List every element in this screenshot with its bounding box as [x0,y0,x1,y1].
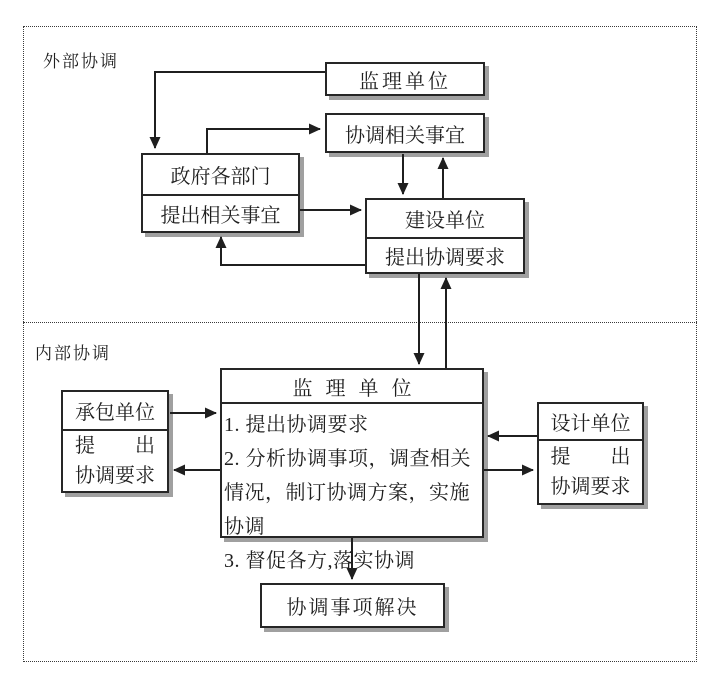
supervision-unit-internal-title: 监理单位 [292,377,425,400]
resolution-title: 协调事项解决 [286,597,419,619]
design-unit-title: 设计单位 [550,413,631,435]
government-departments-title: 政府各部门 [170,166,271,188]
box-resolution [260,583,445,628]
design-subtitle-line1: 提 出 [550,446,631,468]
contractor-subtitle-line2: 协调要求 [75,465,155,487]
box-design-unit [537,402,644,505]
contractor-unit-subtitle [63,429,167,491]
task-item-3: 3. 督促各方,落实协调 [224,550,415,572]
task-item-1: 1. 提出协调要求 [224,414,369,436]
construction-unit-subtitle: 提出协调要求 [367,237,523,272]
contractor-unit-title: 承包单位 [75,402,155,424]
design-unit-subtitle [539,439,642,503]
supervision-unit-task-list [222,402,482,578]
design-subtitle-line2: 协调要求 [550,476,631,498]
box-government-departments [141,153,300,233]
government-departments-subtitle: 提出相关事宜 [143,194,298,231]
task-item-2: 2. 分析协调事项，调查相关情况，制订协调方案，实施协调 [224,448,471,538]
internal-coordination-label: 内部协调 [35,344,111,363]
coordination-matters-title: 协调相关事宜 [345,124,465,147]
supervision-unit-external-title: 监理单位 [359,70,451,93]
box-supervision-unit-external [325,62,485,96]
box-construction-unit [365,198,525,274]
box-coordination-matters [325,113,485,153]
contractor-subtitle-line1: 提 出 [75,435,155,457]
box-supervision-unit-internal [220,368,484,572]
external-coordination-label: 外部协调 [43,52,119,71]
construction-unit-title: 建设单位 [405,210,485,232]
section-divider-line [23,322,697,323]
box-contractor-unit [61,390,169,493]
